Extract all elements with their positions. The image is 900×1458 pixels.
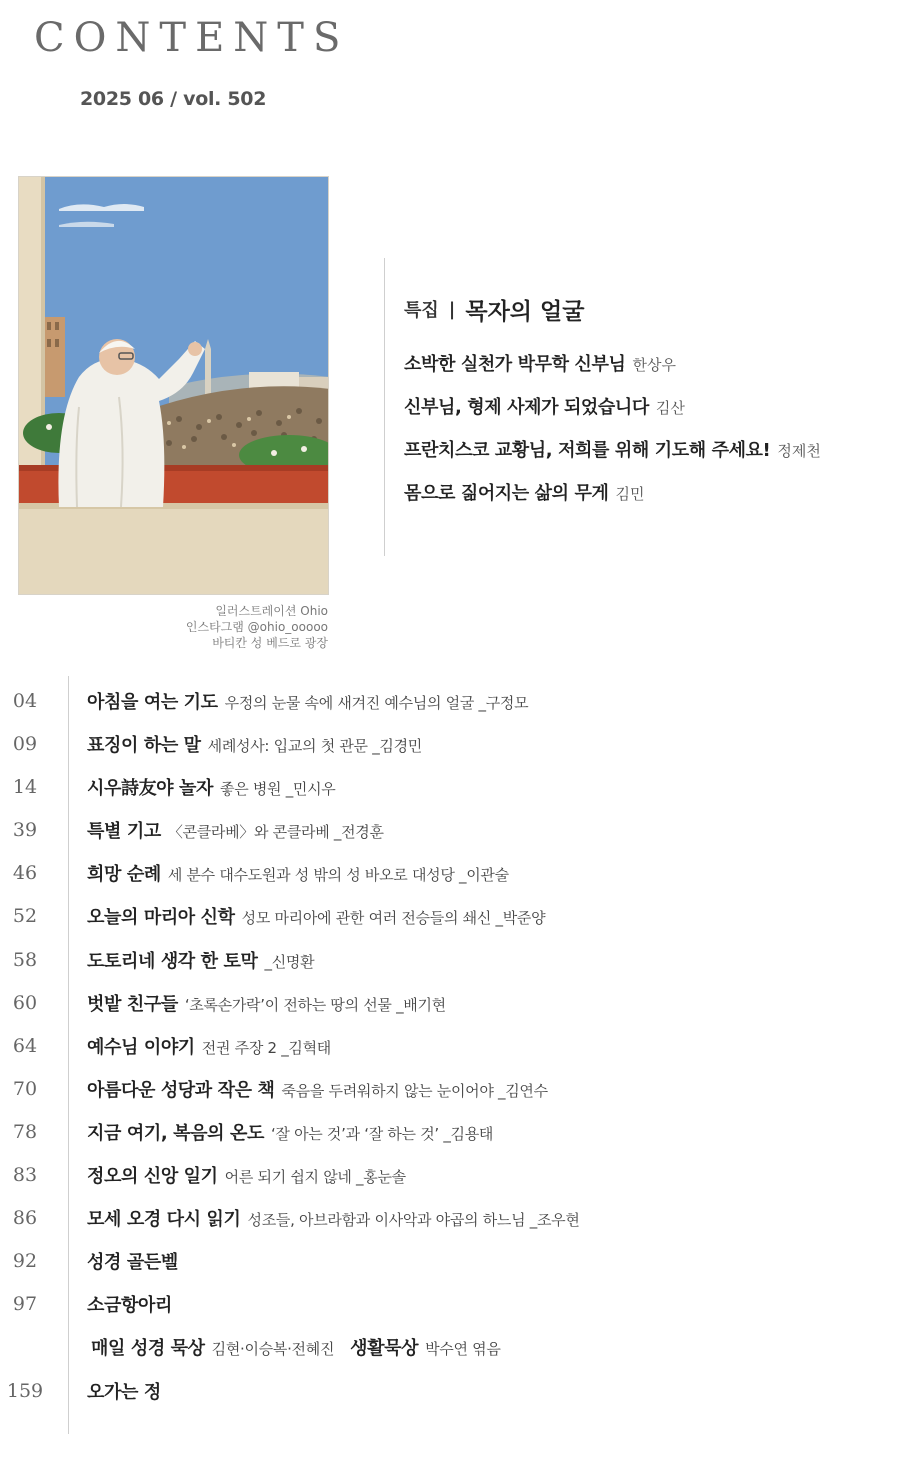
feature-item[interactable]	[404, 393, 894, 436]
toc-page-number: 78	[12, 1120, 38, 1143]
feature-item[interactable]	[404, 479, 894, 522]
toc-page-number: 60	[12, 991, 38, 1014]
feature-item[interactable]	[404, 350, 894, 393]
toc-title: 오늘의 마리아 신학	[87, 907, 235, 929]
toc-page-number: 39	[12, 819, 38, 842]
feature-section	[404, 290, 894, 522]
toc-entry[interactable]	[0, 1242, 900, 1285]
toc-subtitle: ‘초록손가락’이 전하는 땅의 선물 _배기현	[184, 995, 446, 1014]
toc-sub-title-2: 생활묵상	[350, 1338, 419, 1360]
toc-subtitle: _신명환	[264, 952, 315, 971]
toc-subtitle: 성조들, 아브라함과 이사악과 야곱의 하느님 _조우현	[247, 1211, 580, 1230]
toc-entry[interactable]	[0, 725, 900, 768]
toc-entry[interactable]	[0, 811, 900, 854]
toc-entry[interactable]	[0, 1199, 900, 1242]
toc-title: 시우詩友야 놀자	[87, 778, 214, 800]
toc-page-number: 04	[12, 690, 38, 712]
toc-entry[interactable]	[0, 1285, 900, 1328]
toc-page-number: 14	[12, 776, 38, 799]
toc-page-number: 52	[12, 905, 38, 928]
toc-subtitle: 〈콘클라베〉와 콘클라베 _전경훈	[167, 823, 384, 842]
toc-title: 도토리네 생각 한 토막	[87, 950, 258, 972]
toc-page-number: 70	[12, 1077, 38, 1100]
toc-entry[interactable]	[0, 682, 900, 725]
toc-sub-author-1: 김현·이승복·전혜진	[211, 1340, 335, 1359]
toc-sub-author-2: 박수연 엮음	[425, 1340, 501, 1359]
feature-item-title: 몸으로 짊어지는 삶의 무게	[404, 483, 609, 504]
toc-subtitle: 전권 주장 2 _김혁태	[201, 1038, 331, 1057]
toc-entry[interactable]	[0, 854, 900, 897]
toc-page-number: 09	[12, 733, 38, 756]
feature-item-title: 신부님, 형제 사제가 되었습니다	[404, 397, 649, 418]
toc-entry[interactable]	[0, 941, 900, 984]
feature-item-title: 프란치스코 교황님, 저희를 위해 기도해 주세요!	[404, 440, 771, 461]
toc-page-number: 58	[12, 948, 38, 971]
toc-title: 성경 골든벨	[87, 1252, 178, 1274]
toc-page-number: 159	[6, 1379, 44, 1402]
toc-page-number: 83	[12, 1164, 38, 1187]
toc-page-number: 92	[12, 1250, 38, 1273]
toc-title: 소금항아리	[87, 1295, 172, 1317]
feature-item-author: 김산	[655, 399, 685, 417]
feature-divider	[384, 258, 385, 556]
toc-entry[interactable]	[0, 1027, 900, 1070]
toc-title: 모세 오경 다시 읽기	[87, 1209, 241, 1231]
toc-title: 정오의 신앙 일기	[87, 1166, 218, 1188]
feature-label: 특집	[404, 300, 439, 321]
feature-heading	[404, 290, 894, 328]
toc-entry[interactable]	[0, 984, 900, 1027]
toc-subtitle: 죽음을 두려워하지 않는 눈이어야 _김연수	[281, 1081, 548, 1100]
toc-entry-sub[interactable]	[0, 1328, 900, 1371]
toc-list	[0, 682, 900, 1415]
toc-entry[interactable]	[0, 1372, 900, 1415]
toc-entry[interactable]	[0, 768, 900, 811]
issue-number: 2025 06 / vol. 502	[80, 88, 267, 110]
toc-entry[interactable]	[0, 1113, 900, 1156]
feature-item-author: 정제천	[777, 442, 821, 460]
toc-subtitle: ‘잘 아는 것’과 ‘잘 하는 것’ _김용태	[270, 1124, 494, 1143]
credit-location: 바티칸 성 베드로 광장	[212, 636, 328, 650]
toc-subtitle: 세례성사: 입교의 첫 관문 _김경민	[207, 737, 422, 756]
toc-title: 벗밭 친구들	[87, 993, 178, 1015]
feature-title: 목자의 얼굴	[465, 298, 585, 325]
credit-instagram: 인스타그램 @ohio_ooooo	[185, 620, 328, 634]
toc-entry[interactable]	[0, 897, 900, 940]
contents-heading: CONTENTS	[34, 15, 350, 61]
toc-page-number: 86	[12, 1207, 38, 1230]
cover-illustration	[18, 176, 329, 595]
toc-page-number: 46	[12, 862, 38, 885]
feature-item-author: 김민	[615, 485, 645, 503]
toc-sub-title-1: 매일 성경 묵상	[91, 1338, 205, 1360]
feature-item-author: 한상우	[632, 356, 676, 374]
toc-title: 희망 순례	[87, 864, 161, 886]
toc-subtitle: 우정의 눈물 속에 새겨진 예수님의 얼굴 _구정모	[224, 694, 529, 712]
toc-title: 표징이 하는 말	[87, 735, 201, 757]
toc-subtitle: 성모 마리아에 관한 여러 전승들의 쇄신 _박준양	[241, 909, 546, 928]
toc-subtitle: 좋은 병원 _민시우	[220, 780, 336, 799]
toc-subtitle: 어른 되기 쉽지 않네 _홍눈솔	[224, 1168, 406, 1187]
toc-page-number: 64	[12, 1034, 38, 1057]
toc-title: 오가는 정	[87, 1381, 161, 1403]
toc-title: 특별 기고	[87, 821, 161, 843]
toc-entry[interactable]	[0, 1156, 900, 1199]
toc-subtitle: 세 분수 대수도원과 성 밖의 성 바오로 대성당 _이관술	[167, 866, 509, 885]
toc-title: 예수님 이야기	[87, 1036, 195, 1058]
pope-illustration	[19, 177, 329, 595]
toc-title: 아름다운 성당과 작은 책	[87, 1079, 275, 1101]
toc-entry[interactable]	[0, 1070, 900, 1113]
credit-illustrator: 일러스트레이션 Ohio	[215, 604, 328, 618]
feature-item[interactable]	[404, 436, 894, 479]
feature-list	[404, 350, 894, 522]
feature-separator: |	[448, 298, 456, 320]
feature-item-title: 소박한 실천가 박무학 신부님	[404, 354, 626, 375]
toc-title: 지금 여기, 복음의 온도	[87, 1122, 264, 1144]
cover-credits	[186, 603, 328, 651]
toc-page-number: 97	[12, 1293, 38, 1316]
toc-title: 아침을 여는 기도	[87, 692, 218, 713]
